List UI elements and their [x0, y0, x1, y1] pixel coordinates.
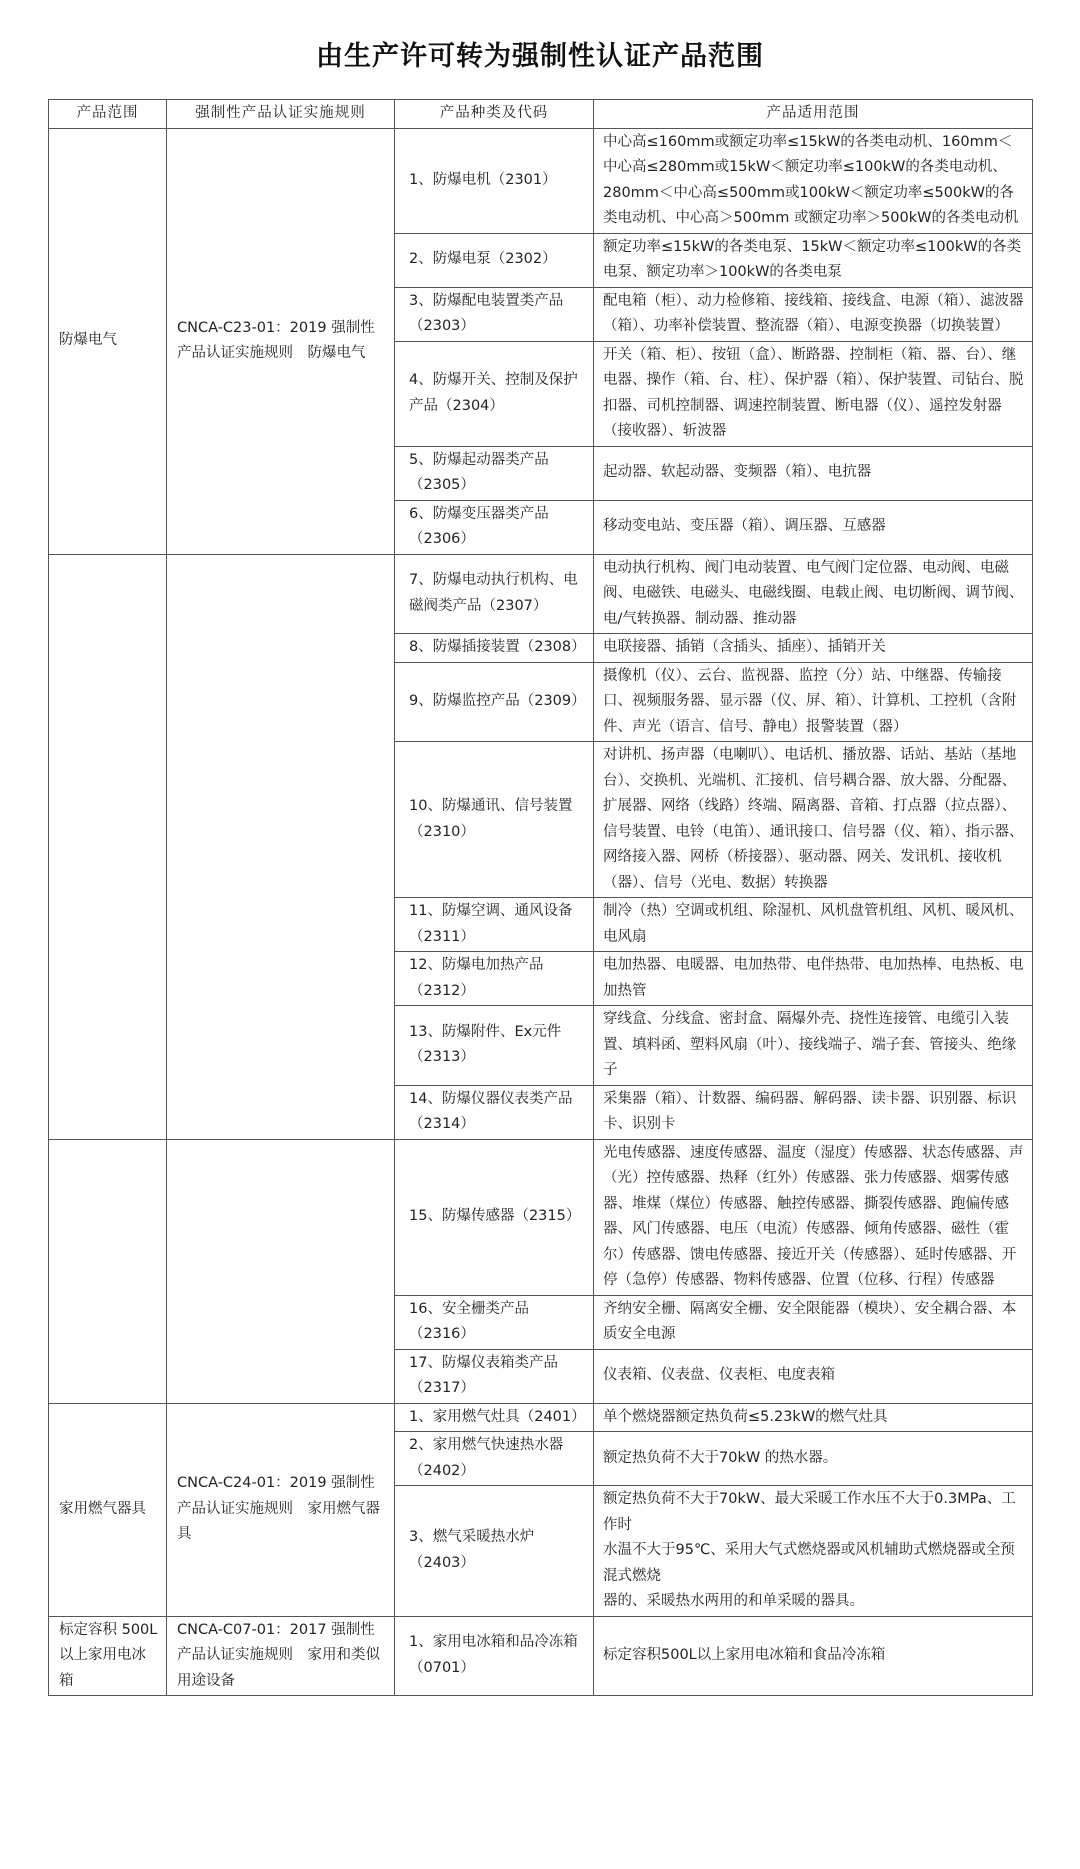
table-row: [49, 1403, 1033, 1432]
applicable-range-cell: 对讲机、扬声器（电喇叭）、电话机、播放器、话站、基站（基地台）、交换机、光端机、汇接机、信号耦合器、放大器、分配器、扩展器、网络（线路）终端、隔离器、音箱、打点器（拉点器）、信号装置、电铃（电笛）、通讯接口、信号器（仪、箱）、指示器、网络接入器、网桥（桥接器）、驱动器、网关、发讯机、接收机（器）、信号（光电、数据）转换器: [594, 742, 1033, 898]
applicable-range-cell: 仪表箱、仪表盘、仪表柜、电度表箱: [594, 1349, 1033, 1403]
product-type-cell: 9、防爆监控产品（2309）: [395, 662, 594, 742]
product-type-cell: 12、防爆电加热产品（2312）: [395, 952, 594, 1006]
table-row: [49, 554, 1033, 634]
applicable-range-cell: 起动器、软起动器、变频器（箱）、电抗器: [594, 446, 1033, 500]
certification-rule-cell: [167, 554, 395, 1139]
product-type-cell: 3、燃气采暖热水炉（2403）: [395, 1486, 594, 1617]
product-type-cell: 1、家用电冰箱和品冷冻箱（0701）: [395, 1616, 594, 1696]
page-title: 由生产许可转为强制性认证产品范围: [316, 41, 764, 72]
product-type-cell: 2、家用燃气快速热水器（2402）: [395, 1432, 594, 1486]
table-header-row: [49, 100, 1033, 129]
product-scope-cell: 家用燃气器具: [49, 1403, 167, 1616]
table-row: [49, 1616, 1033, 1696]
product-type-cell: 3、防爆配电装置类产品（2303）: [395, 287, 594, 341]
product-type-cell: 7、防爆电动执行机构、电磁阀类产品（2307）: [395, 554, 594, 634]
header-product-type-code: 产品种类及代码: [395, 100, 594, 129]
product-type-cell: 8、防爆插接装置（2308）: [395, 634, 594, 663]
product-type-cell: 16、安全栅类产品（2316）: [395, 1295, 594, 1349]
product-type-cell: 2、防爆电泵（2302）: [395, 233, 594, 287]
applicable-range-cell: 电加热器、电暖器、电加热带、电伴热带、电加热棒、电热板、电加热管: [594, 952, 1033, 1006]
certification-rule-cell: [167, 1139, 395, 1403]
header-product-scope: 产品范围: [49, 100, 167, 129]
header-certification-rule: 强制性产品认证实施规则: [167, 100, 395, 129]
product-scope-cell: [49, 554, 167, 1139]
applicable-range-cell: 电动执行机构、阀门电动装置、电气阀门定位器、电动阀、电磁阀、电磁铁、电磁头、电磁线圈、电载止阀、电切断阀、调节阀、电/气转换器、制动器、推动器: [594, 554, 1033, 634]
product-type-cell: 14、防爆仪器仪表类产品（2314）: [395, 1085, 594, 1139]
header-applicable-range: 产品适用范围: [594, 100, 1033, 129]
table-row: [49, 1139, 1033, 1295]
applicable-range-cell: 穿线盒、分线盒、密封盒、隔爆外壳、挠性连接管、电缆引入装置、填料函、塑料风扇（叶）、接线端子、端子套、管接头、绝缘子: [594, 1006, 1033, 1086]
product-type-cell: 13、防爆附件、Ex元件（2313）: [395, 1006, 594, 1086]
product-type-cell: 17、防爆仪表箱类产品（2317）: [395, 1349, 594, 1403]
applicable-range-cell: 额定热负荷不大于70kW、最大采暖工作水压不大于0.3MPa、工作时 水温不大于95℃、采用大气式燃烧器或风机辅助式燃烧器或全预混式燃烧 器的、采暖热水两用的和单采暖的器具。: [594, 1486, 1033, 1617]
certification-rule-cell: CNCA-C24-01：2019 强制性产品认证实施规则 家用燃气器具: [167, 1403, 395, 1616]
product-scope-cell: [49, 1139, 167, 1403]
product-type-cell: 1、家用燃气灶具（2401）: [395, 1403, 594, 1432]
applicable-range-cell: 额定功率≤15kW的各类电泵、15kW＜额定功率≤100kW的各类电泵、额定功率＞100kW的各类电泵: [594, 233, 1033, 287]
applicable-range-cell: 光电传感器、速度传感器、温度（湿度）传感器、状态传感器、声（光）控传感器、热释（红外）传感器、张力传感器、烟雾传感器、堆煤（煤位）传感器、触控传感器、撕裂传感器、跑偏传感器、风门传感器、电压（电流）传感器、倾角传感器、磁性（霍尔）传感器、馈电传感器、接近开关（传感器）、延时传感器、开停（急停）传感器、物料传感器、位置（位移、行程）传感器: [594, 1139, 1033, 1295]
applicable-range-cell: 齐纳安全栅、隔离安全栅、安全限能器（模块）、安全耦合器、本质安全电源: [594, 1295, 1033, 1349]
applicable-range-cell: 制冷（热）空调或机组、除湿机、风机盘管机组、风机、暖风机、电风扇: [594, 898, 1033, 952]
product-type-cell: 6、防爆变压器类产品（2306）: [395, 500, 594, 554]
product-type-cell: 4、防爆开关、控制及保护产品（2304）: [395, 341, 594, 446]
applicable-range-cell: 电联接器、插销（含插头、插座）、插销开关: [594, 634, 1033, 663]
table-row: [49, 128, 1033, 233]
product-type-cell: 5、防爆起动器类产品（2305）: [395, 446, 594, 500]
applicable-range-cell: 开关（箱、柜）、按钮（盒）、断路器、控制柜（箱、器、台）、继电器、操作（箱、台、柱）、保护器（箱）、保护装置、司钻台、脱扣器、司机控制器、调速控制装置、断电器（仪）、遥控发射器（接收器）、斩波器: [594, 341, 1033, 446]
applicable-range-cell: 移动变电站、变压器（箱）、调压器、互感器: [594, 500, 1033, 554]
applicable-range-cell: 摄像机（仪）、云台、监视器、监控（分）站、中继器、传输接口、视频服务器、显示器（仪、屏、箱）、计算机、工控机（含附件、声光（语言、信号、静电）报警装置（器）: [594, 662, 1033, 742]
applicable-range-cell: 采集器（箱）、计数器、编码器、解码器、读卡器、识别器、标识卡、识别卡: [594, 1085, 1033, 1139]
product-type-cell: 10、防爆通讯、信号装置（2310）: [395, 742, 594, 898]
applicable-range-cell: 配电箱（柜）、动力检修箱、接线箱、接线盒、电源（箱）、滤波器（箱）、功率补偿装置、整流器（箱）、电源变换器（切换装置）: [594, 287, 1033, 341]
certification-rule-cell: CNCA-C07-01：2017 强制性产品认证实施规则 家用和类似用途设备: [167, 1616, 395, 1696]
applicable-range-cell: 单个燃烧器额定热负荷≤5.23kW的燃气灶具: [594, 1403, 1033, 1432]
certification-rule-cell: CNCA-C23-01：2019 强制性产品认证实施规则 防爆电气: [167, 128, 395, 554]
table-body: [49, 128, 1033, 1696]
product-type-cell: 15、防爆传感器（2315）: [395, 1139, 594, 1295]
product-scope-table: [48, 99, 1033, 1696]
applicable-range-cell: 额定热负荷不大于70kW 的热水器。: [594, 1432, 1033, 1486]
product-type-cell: 1、防爆电机（2301）: [395, 128, 594, 233]
product-scope-cell: 防爆电气: [49, 128, 167, 554]
applicable-range-cell: 标定容积500L以上家用电冰箱和食品冷冻箱: [594, 1616, 1033, 1696]
applicable-range-cell: 中心高≤160mm或额定功率≤15kW的各类电动机、160mm＜中心高≤280mm或15kW＜额定功率≤100kW的各类电动机、280mm＜中心高≤500mm或100kW＜额定功率≤500kW的各类电动机、中心高＞500mm 或额定功率＞500kW的各类电动机: [594, 128, 1033, 233]
product-scope-cell: 标定容积 500L 以上家用电冰箱: [49, 1616, 167, 1696]
product-type-cell: 11、防爆空调、通风设备（2311）: [395, 898, 594, 952]
